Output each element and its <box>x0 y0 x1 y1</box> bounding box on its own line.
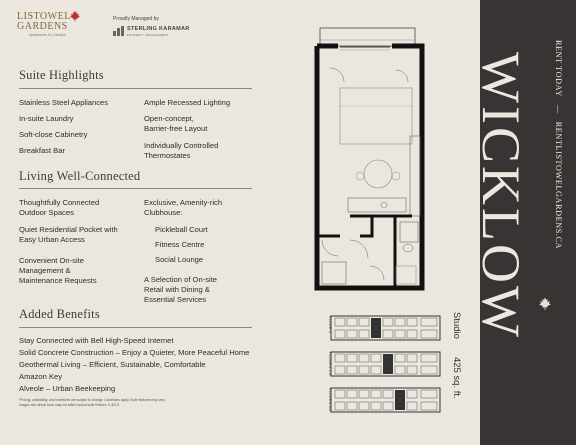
unit-type: Studio <box>451 312 462 339</box>
unit-title: WICKLOW <box>471 52 531 340</box>
clubhouse-amenity: Pickleball Court <box>155 225 208 234</box>
living-heading: Living Well-Connected <box>19 169 141 183</box>
unit-info <box>451 312 462 417</box>
suite-feature: Open-concept, Barrier-free Layout <box>144 114 208 133</box>
benefit-item: Stay Connected with Bell High-Speed Internet <box>19 336 174 345</box>
divider <box>19 88 252 89</box>
floors-2-3-key-plan <box>329 350 442 378</box>
living-feature: Quiet Residential Pocket with Easy Urban Access <box>19 225 118 244</box>
floor-1-key-plan <box>329 314 442 342</box>
website-link[interactable]: RENTLISTOWELGARDENS.CA <box>554 121 563 250</box>
benefit-item: Amazon Key <box>19 372 63 381</box>
floors-4-6-key-plan <box>329 386 442 414</box>
manager-subtitle: PROPERTY MANAGEMENT <box>127 33 169 37</box>
suite-feature: Breakfast Bar <box>19 146 66 155</box>
living-feature: Convenient On-site Management & Maintenance Requests <box>19 256 97 285</box>
suite-feature: In-suite Laundry <box>19 114 74 123</box>
manager-name: STERLING KARAMAR <box>127 26 190 32</box>
suite-feature: Ample Recessed Lighting <box>144 98 231 107</box>
benefit-item: Alveole – Urban Beekeeping <box>19 384 116 393</box>
divider <box>19 188 252 189</box>
suite-highlights-heading: Suite Highlights <box>19 68 104 82</box>
benefit-item: Geothermal Living – Efficient, Sustainable, Comfortable <box>19 360 206 369</box>
clubhouse-heading: Exclusive, Amenity-rich Clubhouse: <box>144 198 223 217</box>
clubhouse-amenity: Fitness Centre <box>155 240 205 249</box>
sterling-karamar-logo-icon <box>113 26 124 36</box>
unit-size: 425 sq. ft. <box>451 356 462 399</box>
managed-by-label: Proudly Managed by <box>113 16 159 22</box>
brand-name: LISTOWEL GARDENS <box>17 11 71 32</box>
retail-feature: A Selection of On-site Retail with Dining & Essential Services <box>144 275 218 304</box>
clubhouse-amenity: Social Lounge <box>155 255 204 264</box>
floor-label: FLOOR 1 <box>328 316 333 334</box>
suite-feature: Soft-close Cabinetry <box>19 130 88 139</box>
suite-feature: Stainless Steel Appliances <box>19 98 109 107</box>
floor-label: FLOORS 4-6 <box>328 388 333 412</box>
suite-feature: Individually Controlled Thermostates <box>144 141 219 160</box>
rent-today-line <box>554 40 563 249</box>
added-benefits-heading: Added Benefits <box>19 307 100 321</box>
floor-label: FLOORS 2-3 <box>328 352 333 376</box>
disclaimer: *Pricing, availability, and incentives are subject to change. Conditions apply. Suite features may vary. Images and virtual tours may not reflect actual suite finishes. E.&O.E. <box>19 398 166 407</box>
listowel-gardens-logo <box>17 12 87 42</box>
divider <box>19 327 252 328</box>
maple-leaf-icon <box>538 296 552 311</box>
rent-today-label: RENT TODAY <box>554 40 563 97</box>
benefit-item: Solid Concrete Construction – Enjoy a Quieter, More Peaceful Home <box>19 348 250 357</box>
living-feature: Thoughtfully Connected Outdoor Spaces <box>19 198 100 217</box>
unit-floor-plan <box>300 26 440 296</box>
separator: — <box>554 104 563 114</box>
brand-tagline: Apartments for Lifestyle <box>29 33 66 37</box>
maple-leaf-icon <box>69 10 81 22</box>
